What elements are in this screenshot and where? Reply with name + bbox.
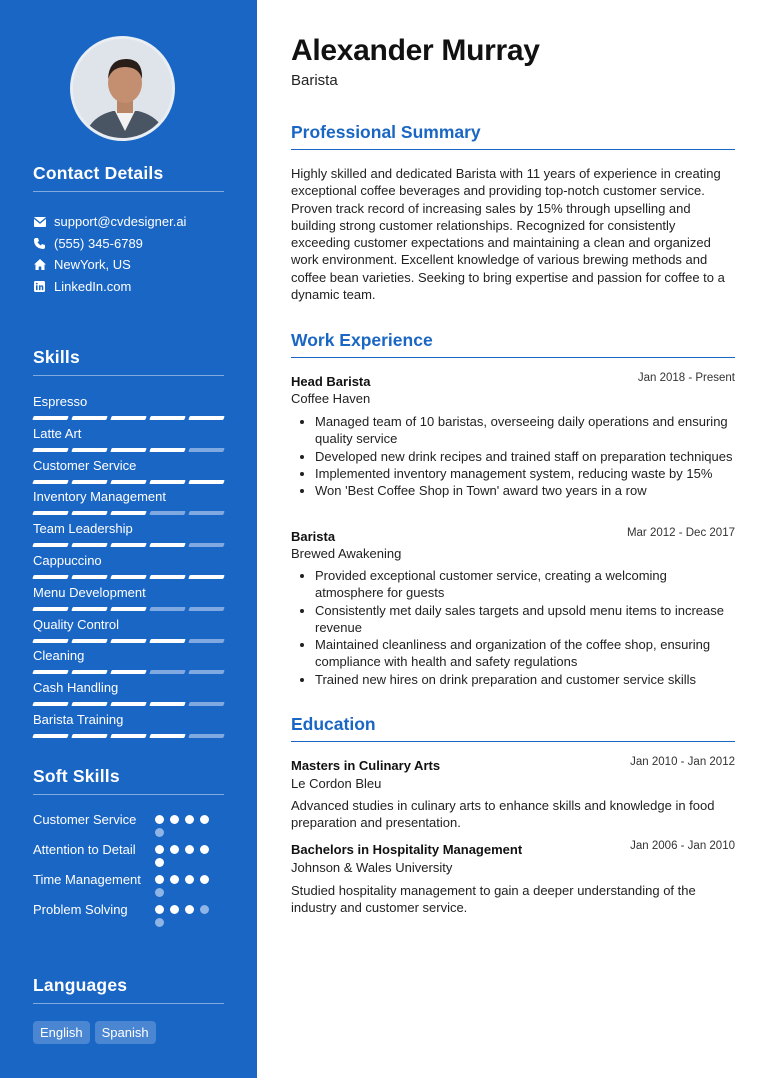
skill-item (33, 711, 224, 743)
skill-item (33, 552, 224, 584)
contact-phone[interactable] (33, 233, 224, 255)
languages-heading: Languages (33, 975, 224, 1004)
skill-level-segment (71, 639, 107, 643)
soft-skill-item (33, 811, 224, 837)
degree-dates: Jan 2006 - Jan 2010 (630, 840, 735, 852)
soft-skill-level-dot (185, 875, 194, 884)
soft-skill-level-dots (155, 871, 224, 897)
skill-item (33, 393, 224, 425)
contact-section (33, 163, 224, 297)
candidate-name: Alexander Murray (291, 34, 540, 67)
soft-skill-level-dot (200, 845, 209, 854)
skill-item (33, 647, 224, 679)
soft-skill-level-dot (155, 888, 164, 897)
skill-level-segment (71, 607, 107, 611)
soft-skill-level-dot (200, 905, 209, 914)
skill-level-segment (149, 575, 185, 579)
soft-skill-level-dot (155, 918, 164, 927)
skill-label: Cash Handling (33, 680, 119, 696)
job-title: Barista (291, 529, 336, 544)
linkedin-icon (33, 280, 46, 293)
envelope-icon (33, 215, 46, 228)
skill-item (33, 425, 224, 457)
summary-text: Highly skilled and dedicated Barista with 11 years of experience in creating exceptional coffee beverages and providing top-notch customer service. Proven track record of increasing sales by 15% through upselling and building strong customer relationships. Recognized for consistently exceeding customer expectations and maintaining a clean and organized work environment. Excellent knowledge of various brewing methods and coffee bean varieties. Seeking to bring expertise and passion for coffee to a dynamic team. (291, 166, 725, 303)
soft-skill-item (33, 841, 224, 867)
skill-level-segment (149, 639, 185, 643)
skill-level-segment (32, 639, 68, 643)
job-bullets (315, 413, 735, 499)
skill-level-segment (32, 480, 68, 484)
skill-level-segment (188, 702, 224, 706)
skill-level-bars (33, 607, 224, 611)
experience-heading: Work Experience (291, 330, 735, 358)
soft-skill-level-dots (155, 901, 224, 927)
skill-level-bars (33, 702, 224, 706)
school-name: Johnson & Wales University (291, 860, 453, 875)
skill-label: Espresso (33, 394, 88, 409)
skill-item (33, 520, 224, 552)
job-bullet: • Won 'Best Coffee Shop in Town' award two years in a row (315, 482, 735, 499)
skill-level-segment (71, 543, 107, 547)
phone-icon (33, 237, 46, 250)
skill-level-segment (32, 702, 68, 706)
skill-level-segment (110, 607, 146, 611)
job-bullet: • Implemented inventory management system, reducing waste by 15% (315, 465, 735, 482)
skill-label: Cappuccino (33, 552, 102, 568)
skill-level-segment (71, 702, 107, 706)
skill-level-segment (71, 480, 107, 484)
soft-skill-level-dot (155, 815, 164, 824)
skills-section (33, 347, 224, 743)
soft-skill-level-dot (155, 875, 164, 884)
skill-level-segment (149, 511, 185, 515)
job-bullets (315, 567, 735, 688)
soft-skill-level-dot (200, 815, 209, 824)
job-bullet: • Managed team of 10 baristas, overseeing daily operations and ensuring quality service (315, 413, 735, 448)
soft-skill-item (33, 901, 224, 927)
skill-level-segment (32, 734, 68, 738)
skills-heading: Skills (33, 347, 224, 376)
language-badge: English (33, 1021, 90, 1044)
degree-description: Studied hospitality management to gain a deeper understanding of the industry and customer service. (291, 883, 696, 916)
person-avatar-icon (73, 39, 175, 141)
skill-item (33, 488, 224, 520)
soft-skill-level-dot (170, 875, 179, 884)
soft-skill-level-dot (170, 815, 179, 824)
skill-level-segment (188, 416, 224, 420)
skill-level-segment (32, 511, 68, 515)
soft-skill-label: Problem Solving (33, 902, 128, 917)
job-dates: Mar 2012 - Dec 2017 (626, 527, 735, 539)
profile-photo (70, 36, 175, 141)
skill-level-bars (33, 416, 224, 420)
job-dates: Jan 2018 - Present (637, 372, 735, 384)
skill-level-segment (149, 416, 185, 420)
skill-item (33, 679, 224, 711)
soft-skill-level-dots (155, 811, 224, 837)
candidate-role: Barista (291, 72, 338, 89)
skill-level-segment (110, 702, 146, 706)
skill-label: Quality Control (33, 616, 119, 632)
skill-level-segment (71, 511, 107, 515)
skill-level-segment (32, 448, 68, 452)
soft-skill-level-dot (170, 845, 179, 854)
skill-level-bars (33, 543, 224, 547)
skill-level-segment (188, 670, 224, 674)
contact-heading: Contact Details (33, 163, 224, 192)
soft-skill-level-dot (185, 815, 194, 824)
skill-level-segment (188, 575, 224, 579)
skill-label: Barista Training (33, 711, 124, 727)
soft-skill-item (33, 871, 224, 897)
skill-label: Team Leadership (33, 521, 133, 537)
skill-level-segment (149, 480, 185, 484)
education-heading: Education (291, 714, 735, 742)
soft-skills-list (33, 811, 224, 927)
skill-level-bars (33, 575, 224, 579)
job-bullet: • Provided exceptional customer service, creating a welcoming atmosphere for guests (315, 567, 735, 602)
degree-title: Bachelors in Hospitality Management (291, 842, 523, 857)
skill-level-segment (188, 543, 224, 547)
contact-phone-text: (555) 345-6789 (54, 235, 143, 251)
sidebar (0, 0, 257, 1078)
soft-skill-label: Attention to Detail (33, 842, 136, 857)
skill-level-bars (33, 480, 224, 484)
language-badge: Spanish (95, 1021, 156, 1044)
job-company: Brewed Awakening (291, 546, 402, 561)
job-bullet: • Maintained cleanliness and organization of the coffee shop, ensuring compliance with health and safety regulations (315, 636, 735, 671)
skill-level-segment (149, 670, 185, 674)
languages-list (33, 1021, 224, 1044)
skill-level-segment (110, 543, 146, 547)
skill-level-segment (32, 543, 68, 547)
skill-level-segment (110, 416, 146, 420)
soft-skill-label: Time Management (33, 872, 141, 887)
soft-skill-level-dots (155, 841, 224, 867)
skill-level-segment (149, 607, 185, 611)
soft-skill-level-dot (200, 875, 209, 884)
skill-level-segment (149, 448, 185, 452)
skill-item (33, 584, 224, 616)
skill-level-bars (33, 448, 224, 452)
languages-section (33, 975, 224, 1044)
skill-level-segment (188, 607, 224, 611)
skill-level-segment (188, 734, 224, 738)
contact-location-text: NewYork, US (54, 257, 131, 273)
soft-skill-level-dot (155, 845, 164, 854)
soft-skill-level-dot (185, 845, 194, 854)
skill-level-segment (32, 607, 68, 611)
soft-skill-level-dot (155, 828, 164, 837)
job-bullet: • Consistently met daily sales targets and upsold menu items to increase revenue (315, 602, 735, 637)
job-company: Coffee Haven (291, 391, 371, 406)
job-bullet: • Trained new hires on drink preparation and customer service skills (315, 671, 735, 688)
skill-level-segment (71, 734, 107, 738)
skill-level-segment (32, 575, 68, 579)
skill-level-segment (188, 480, 224, 484)
soft-skill-level-dot (170, 905, 179, 914)
skill-level-segment (149, 543, 185, 547)
skill-level-segment (188, 639, 224, 643)
skill-level-segment (110, 639, 146, 643)
skills-list (33, 393, 224, 743)
skill-level-segment (32, 416, 68, 420)
skill-label: Menu Development (33, 584, 146, 600)
skill-label: Latte Art (33, 425, 82, 441)
job-title: Head Barista (291, 374, 371, 389)
skill-label: Cleaning (33, 648, 85, 664)
skill-level-bars (33, 734, 224, 738)
contact-linkedin-text: LinkedIn.com (54, 278, 132, 294)
soft-skill-level-dot (185, 905, 194, 914)
soft-skills-section (33, 766, 224, 931)
skill-level-segment (110, 448, 146, 452)
degree-description: Advanced studies in culinary arts to enhance skills and knowledge in food preparation and presentation. (291, 798, 715, 831)
soft-skills-heading: Soft Skills (33, 766, 224, 795)
skill-level-segment (149, 734, 185, 738)
skill-level-bars (33, 639, 224, 643)
skill-item (33, 616, 224, 648)
soft-skill-level-dot (155, 858, 164, 867)
skill-level-segment (71, 575, 107, 579)
skill-label: Inventory Management (33, 489, 166, 505)
degree-title: Masters in Culinary Arts (291, 758, 441, 773)
soft-skill-label: Customer Service (33, 812, 137, 827)
skill-level-segment (188, 511, 224, 515)
skill-level-segment (32, 670, 68, 674)
skill-level-segment (149, 702, 185, 706)
summary-heading: Professional Summary (291, 122, 735, 150)
school-name: Le Cordon Bleu (291, 776, 382, 791)
contact-email-text: support@cvdesigner.ai (54, 214, 187, 230)
skill-level-segment (71, 670, 107, 674)
skill-level-segment (71, 416, 107, 420)
contact-email[interactable] (33, 211, 224, 233)
skill-level-segment (110, 511, 146, 515)
skill-level-segment (110, 480, 146, 484)
skill-level-bars (33, 670, 224, 674)
home-icon (33, 258, 46, 271)
contact-location (33, 254, 224, 276)
skill-item (33, 457, 224, 489)
skill-level-bars (33, 511, 224, 515)
skill-level-segment (110, 734, 146, 738)
skill-level-segment (110, 670, 146, 674)
degree-dates: Jan 2010 - Jan 2012 (630, 756, 735, 768)
skill-level-segment (110, 575, 146, 579)
soft-skill-level-dot (155, 905, 164, 914)
skill-level-segment (188, 448, 224, 452)
skill-label: Customer Service (33, 457, 137, 473)
skill-level-segment (71, 448, 107, 452)
job-bullet: • Developed new drink recipes and trained staff on preparation techniques (315, 448, 735, 465)
contact-linkedin[interactable] (33, 276, 224, 298)
